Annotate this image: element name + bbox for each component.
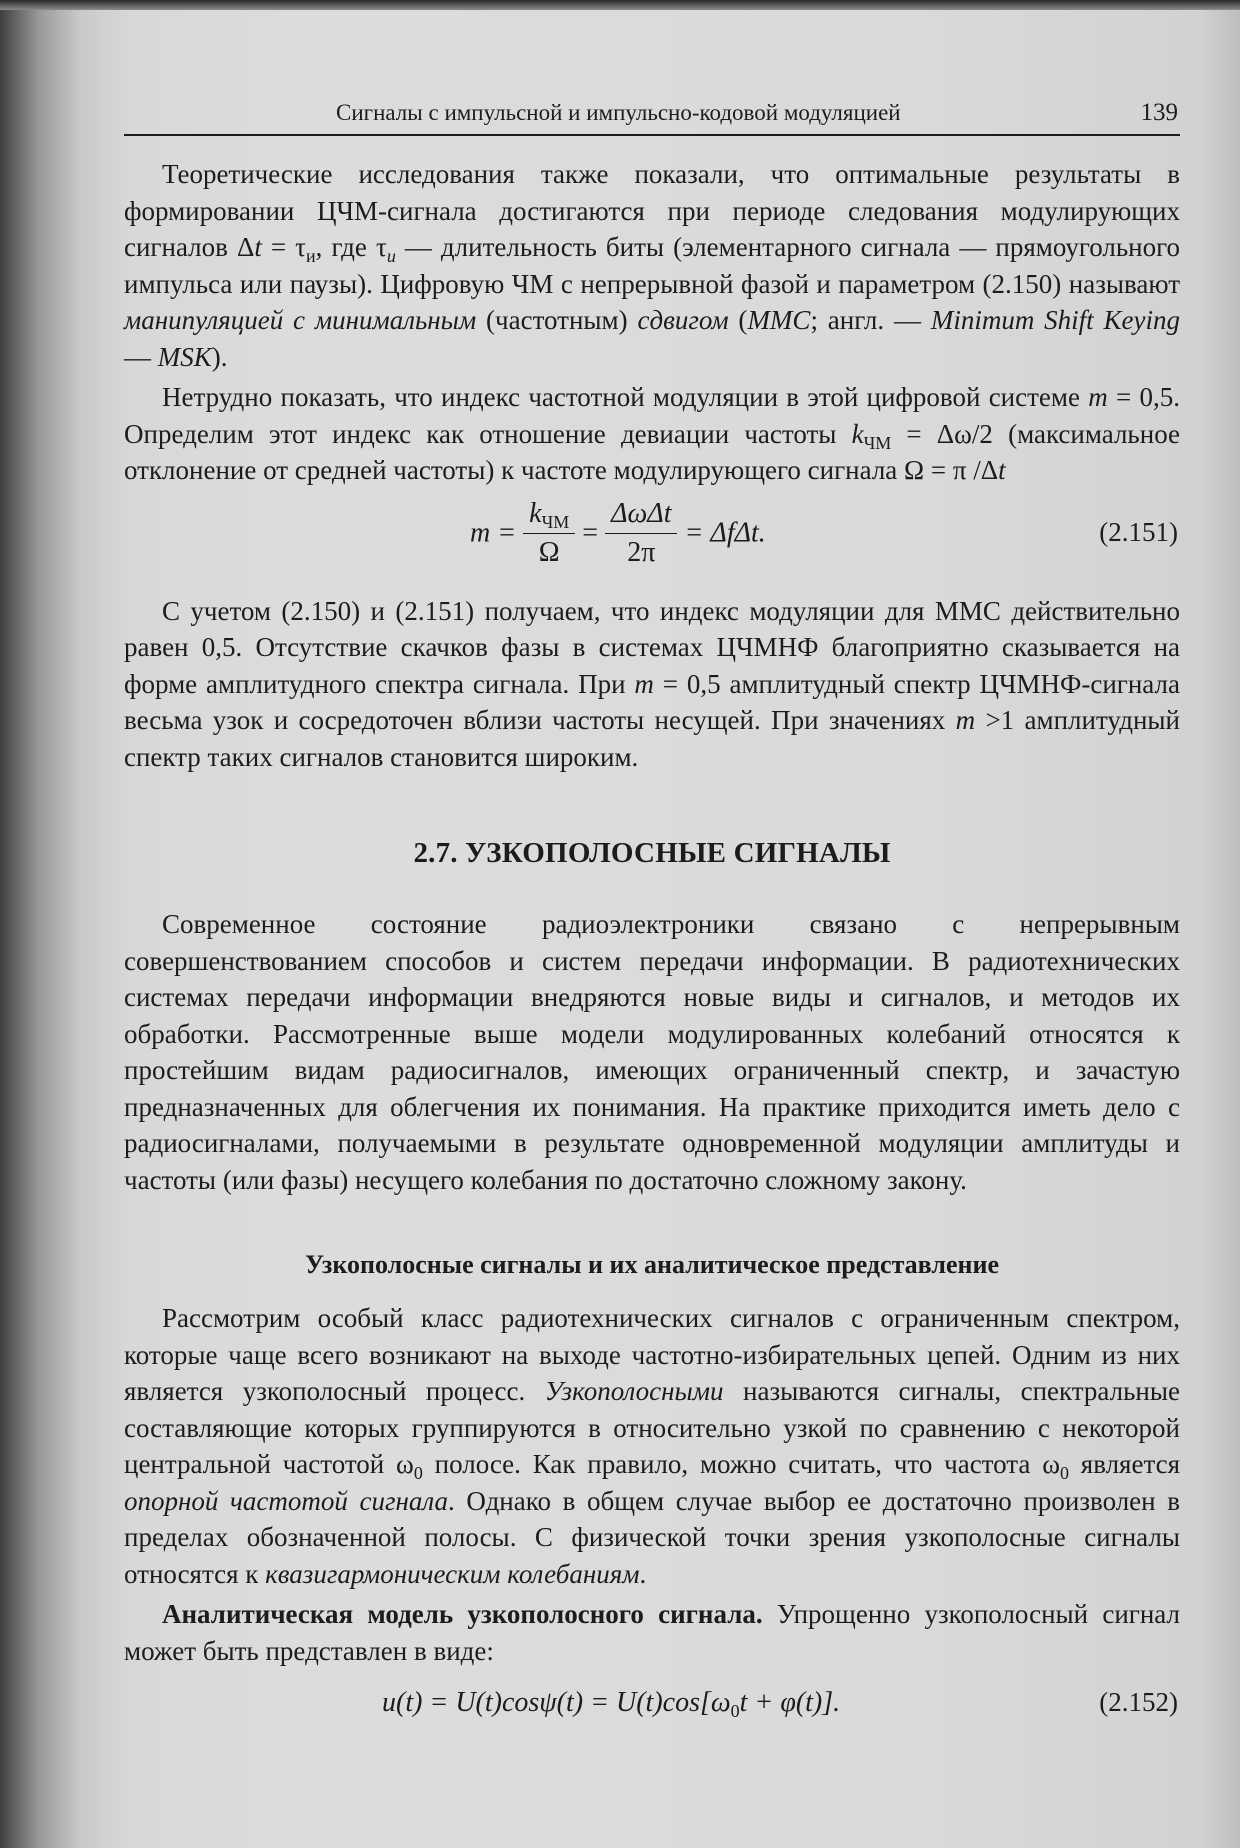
running-header-title: Сигналы с импульсной и импульсно-кодовой модуляцией (336, 100, 901, 125)
subsection-heading: Узкополосные сигналы и их аналитическое представление (304, 1250, 999, 1279)
paragraph-msk-result: С учетом (2.150) и (2.151) получаем, что индекс модуляции для ММС действительно равен 0,5. Отсутствие скачков фазы в системах ЦЧМНФ благоприятно сказывается на форме амплитудного спектра сигнала. При m = 0,5 амплитудный спектр ЦЧМНФ-сигнала весьма узок и сосредоточен вблизи частоты несущей. При значениях m >1 амплитудный спектр таких сигналов становится широким. (124, 595, 1180, 772)
equation-2-151 (124, 489, 1180, 583)
equation-number-2-151: (2.151) (1099, 516, 1178, 547)
running-header (124, 96, 1180, 136)
paragraph-narrowband: Рассмотрим особый класс радиотехнических сигналов с ограниченным спектром, которые чаще всего возникают на выходе частотно-избирательных цепей. Одним из них является узкополосный процесс. Узкополосными называются сигналы, спектральные составляющие которых группируются в относительно узкой по сравнению с некоторой центральной частотой $\omega_0$ полосе. Как правило, можно считать, что частота $\omega_0$ является опорной частотой сигнала. Однако в общем случае выбор ее достаточно произволен в пределах обозначенной полосы. С физической точки зрения узкополосные сигналы относятся к квазигармоническим колебаниям. (124, 1303, 1180, 1589)
eq151-rhs: = ΔfΔt. (684, 517, 766, 548)
equation-number-2-152: (2.152) (1099, 1687, 1178, 1717)
eq151-equals: = (582, 517, 599, 548)
eq151-fraction-1: $\frac{k_{ЧМ}}{\Omega}$ (523, 497, 575, 570)
section-heading: 2.7. УЗКОПОЛОСНЫЕ СИГНАЛЫ (413, 837, 891, 869)
paragraph-modulation-index: Нетрудно показать, что индекс частотной модуляции в этой цифровой системе m = 0,5. Определим этот индекс как отношение девиации частоты $k_{ЧМ} = \Delta\omega/2$ (максимальное отклонение от средней частоты) к частоте модулирующего сигнала Ω = π /Δt (124, 382, 1181, 485)
eq151-lhs: m = (470, 517, 517, 548)
page-content (124, 96, 1180, 1729)
paragraph-modern-radio: Современное состояние радиоэлектроники связано с непрерывным совершенствованием способов и систем передачи информации. В радиотехнических системах передачи информации внедряются новые виды и сигналов, и методов их обработки. Рассмотренные выше модели модулированных колебаний относятся к простейшим видам радиосигналов, имеющих ограниченный спектр, и зачастую предназначенных для облегчения их понимания. На практике приходится иметь дело с радиосигналами, получаемыми в результате одновременной модуляции амплитуды и частоты (или фазы) несущего колебания по достаточно сложному закону. (124, 909, 1180, 1195)
paragraph-msk: Теоретические исследования также показали, что оптимальные результаты в формировании ЦЧМ-сигнала достигаются при периоде следования модулирующих сигналов $\Delta t = \tau_и$, где $\tau_и$ — длительность биты (элементарного сигнала — прямоугольного импульса или паузы). Цифровую ЧМ с непрерывной фазой и параметром (2.150) называют манипуляцией с минимальным (частотным) сдвигом (ММС; англ. — Minimum Shift Keying — MSK). (124, 159, 1181, 372)
page-number: 139 (1140, 99, 1178, 126)
eq152-expression: $u(t) = U(t)\cos\psi(t) = U(t)\cos[\omega_0t + \varphi(t)]$. (382, 1687, 841, 1721)
equation-2-152 (124, 1683, 1180, 1729)
scan-edge (0, 0, 1240, 10)
paragraph-analytic-model: Аналитическая модель узкополосного сигнала. Упрощенно узкополосный сигнал может быть представлен в виде: (124, 1599, 1180, 1666)
eq151-fraction-2: $\frac{\text{ΔωΔt}}{2\pi}$ (605, 497, 677, 570)
